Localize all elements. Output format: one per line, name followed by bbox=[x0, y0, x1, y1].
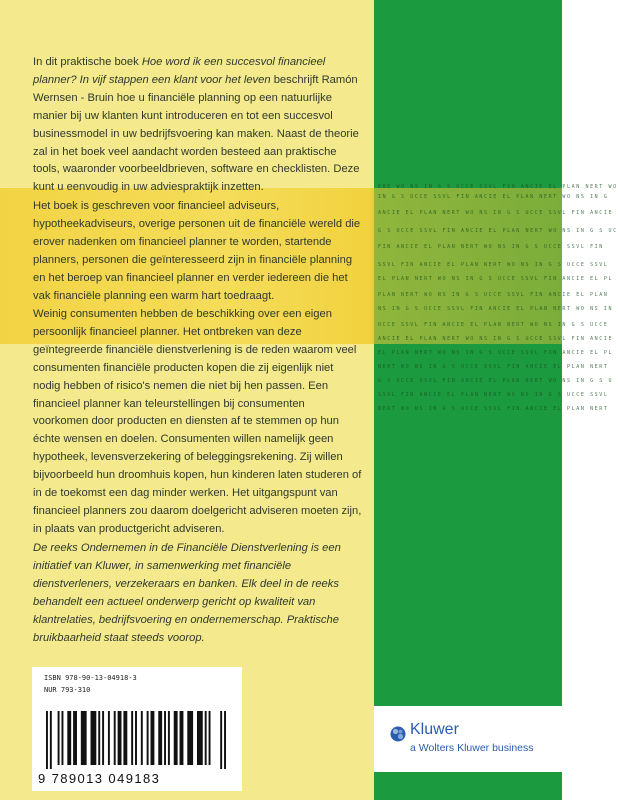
barcode-bar bbox=[73, 711, 77, 765]
barcode-bar bbox=[141, 711, 143, 765]
barcode-bar bbox=[81, 711, 87, 765]
consumers-paragraph: Weinig consumenten hebben de beschikking over een eigen persoonlijk financieel planner. Het ontbreken van deze geïntegreerde financiële dienstverlening is de reden waarom veel consumenten financiële producten kopen die zij eigenlijk niet nodig hebben of risico's nemen die niet bij hen passen. Een financieel planner kan teleurstellingen bij consumenten voorkomen door producten en diensten af te stemmen op hun échte wensen en doelen. Consumenten willen namelijk geen hypotheek, levensverzekering of beleggingsrekening. Zij willen bijvoorbeeld hun droomhuis kopen, hun kinderen laten studeren of in de toekomst een dag minder werken. Het uitgangspunt van financieel planners zou daarom doelgericht adviseren moeten zijn, in plaats van productgericht adviseren. bbox=[33, 308, 362, 535]
ticker-line: SSVL FIN ANCIE EL PLAN NERT WO NS IN G S UCCE SSVL bbox=[378, 262, 609, 268]
kluwer-logo-icon bbox=[390, 726, 406, 742]
intro-rest: beschrijft Ramón Wernsen - Bruin hoe u financiële planning op een natuurlijke manier bij uw klanten kunt introduceren en tot een succesvol businessmodel in uw bedrijfsvoering kan maken. Naast de theorie zal in het boek veel aandacht worden besteed aan praktische tools, waaronder voorbeeldbrieven, software en checklisten. Deze kunt u eenvoudig in uw adviespraktijk inzetten. bbox=[33, 73, 360, 194]
barcode-bar bbox=[147, 711, 149, 765]
barcode-bar bbox=[67, 711, 71, 765]
ticker-line: NERT WO NS IN G S UCCE SSVL FIN ANCIE EL PLAN NERT bbox=[378, 364, 609, 370]
ticker-line: SSVL FIN ANCIE EL PLAN NERT WO NS IN G S UCCE SSVL bbox=[378, 392, 609, 398]
barcode-bar bbox=[205, 711, 207, 765]
barcode-bar bbox=[151, 711, 155, 765]
ticker-line: PLAN NERT WO NS IN G S UCCE SSVL FIN ANCIE EL PLAN bbox=[378, 292, 609, 298]
ticker-line: ANCIE EL PLAN NERT WO NS IN G S UCCE SSVL FIN ANCIE bbox=[378, 336, 614, 342]
barcode-bar bbox=[168, 711, 170, 765]
barcode-bar bbox=[187, 711, 193, 765]
logo-tagline: a Wolters Kluwer business bbox=[410, 742, 534, 754]
audience-paragraph: Het boek is geschreven voor financieel adviseurs, hypotheekadviseurs, overige personen uit de financiële wereld die erover nadenken om financieel planner te worden, startende planners, personen die geïnteresseerd zijn in financiële planning en het beroep van financieel planner en verder iedereen die het vak financiële planning een warm hart toedraagt. bbox=[33, 200, 361, 302]
ticker-line: UCCE SSVL FIN ANCIE EL PLAN NERT WO NS IN G S UCCE bbox=[378, 322, 609, 328]
isbn-block bbox=[32, 667, 242, 791]
barcode-bar bbox=[164, 711, 166, 765]
book-title: Hoe word ik een succesvol financieel planner? In vijf stappen een klant voor het leven bbox=[33, 56, 326, 86]
intro-paragraph bbox=[33, 54, 363, 197]
ticker-line: NERT WO NS IN G S UCCE SSVL FIN ANCIE EL PLAN NERT bbox=[378, 406, 609, 412]
intro-lead: In dit praktische boek bbox=[33, 56, 142, 68]
ticker-line: NS IN G S UCCE SSVL FIN ANCIE EL PLAN NERT WO NS IN bbox=[378, 306, 614, 312]
ticker-line: ERE WO NS IN G S UCCE SSVL FIN ANCIE EL PLAN NERT WO bbox=[378, 184, 618, 190]
isbn-number: ISBN 978-90-13-04918-3 bbox=[44, 674, 137, 682]
ticker-line: G S UCCE SSVL FIN ANCIE EL PLAN NERT WO NS IN G S UC bbox=[378, 228, 618, 234]
barcode-bar bbox=[180, 711, 184, 765]
logo-name: Kluwer bbox=[410, 721, 459, 738]
ticker-line: G S UCCE SSVL FIN ANCIE EL PLAN NERT WO NS IN G S U bbox=[378, 378, 614, 384]
barcode-bar bbox=[61, 711, 63, 765]
ticker-line: IN G S UCCE SSVL FIN ANCIE EL PLAN NERT WO NS IN G bbox=[378, 194, 609, 200]
barcode-bar bbox=[98, 711, 100, 765]
barcode bbox=[46, 711, 226, 769]
green-panel bbox=[374, 0, 618, 800]
barcode-bar bbox=[118, 711, 122, 765]
barcode-bar bbox=[131, 711, 133, 765]
ticker-line: EL PLAN NERT WO NS IN G S UCCE SSVL FIN ANCIE EL PL bbox=[378, 276, 614, 282]
ticker-line: FIN ANCIE EL PLAN NERT WO NS IN G S UCCE SSVL FIN bbox=[378, 244, 604, 250]
barcode-bar bbox=[123, 711, 127, 765]
barcode-bar bbox=[209, 711, 211, 765]
barcode-guard-bar bbox=[46, 711, 48, 769]
barcode-bar bbox=[174, 711, 178, 765]
barcode-bar bbox=[135, 711, 137, 765]
barcode-number: 9 789013 049183 bbox=[38, 771, 161, 786]
barcode-bar bbox=[114, 711, 116, 765]
nur-code: NUR 793-310 bbox=[44, 686, 91, 694]
barcode-guard-bar bbox=[220, 711, 222, 769]
barcode-bar bbox=[108, 711, 110, 765]
barcode-guard-bar bbox=[224, 711, 226, 769]
barcode-bar bbox=[197, 711, 203, 765]
publisher-logo bbox=[374, 706, 562, 772]
ticker-line: ANCIE EL PLAN NERT WO NS IN G S UCCE SSVL FIN ANCIE bbox=[378, 210, 614, 216]
barcode-bar bbox=[91, 711, 97, 765]
barcode-bar bbox=[102, 711, 104, 765]
series-paragraph: De reeks Ondernemen in de Financiële Dienstverlening is een initiatief van Kluwer, in samenwerking met financiële dienstverleners, verzekeraars en banken. Elk deel in de reeks behandelt een actueel onderwerp gericht op kwaliteit van klantrelaties, bedrijfsvoering en ondernemerschap. Praktische bruikbaarheid staat steeds voorop. bbox=[33, 542, 341, 644]
ticker-line: EL PLAN NERT WO NS IN G S UCCE SSVL FIN ANCIE EL PL bbox=[378, 350, 614, 356]
barcode-bar bbox=[158, 711, 162, 765]
barcode-bar bbox=[58, 711, 60, 765]
barcode-guard-bar bbox=[50, 711, 52, 769]
